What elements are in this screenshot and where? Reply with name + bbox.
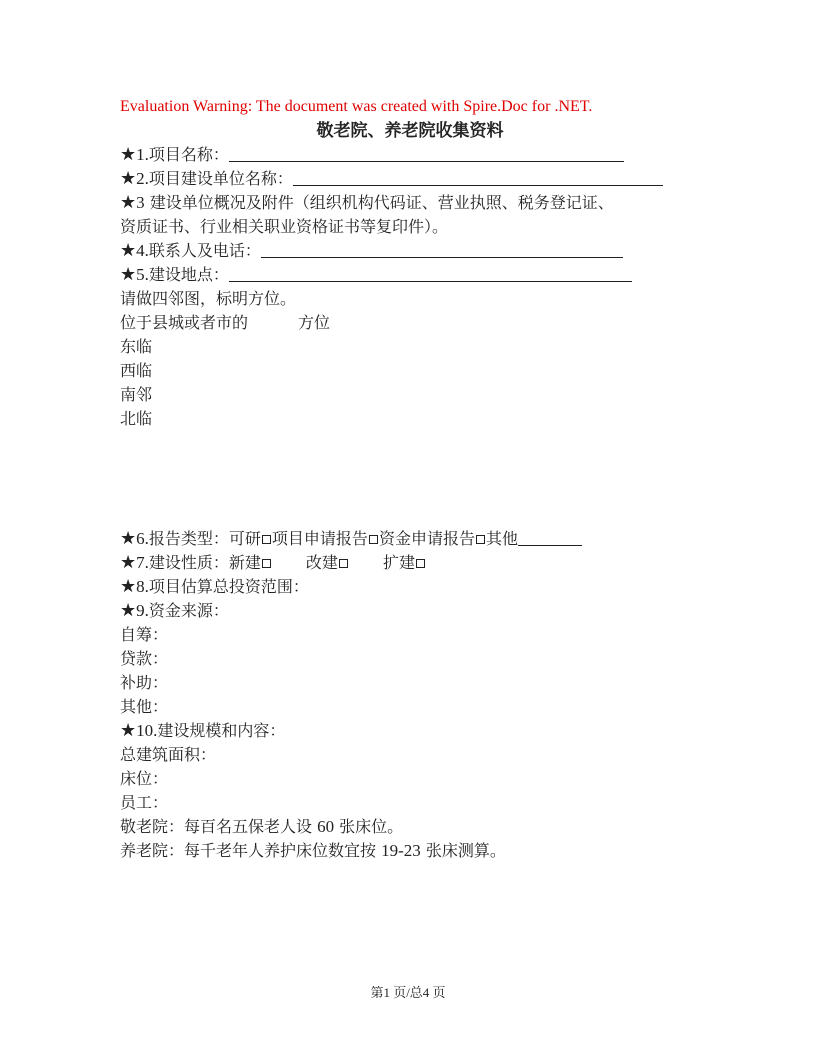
option-label: 资金申请报告 bbox=[378, 529, 475, 548]
document-page bbox=[120, 95, 700, 863]
option-label: 改建 bbox=[305, 553, 338, 572]
item-number: 4. bbox=[136, 241, 149, 260]
fund-self: 自筹： bbox=[120, 625, 169, 644]
fund-other: 其他： bbox=[120, 697, 169, 716]
east-neighbor: 东临 bbox=[120, 337, 153, 356]
item-unit-name bbox=[120, 167, 700, 191]
item-number: 5. bbox=[136, 265, 149, 284]
star-icon: ★ bbox=[120, 144, 137, 165]
item-label: 项目估算总投资范围： bbox=[148, 577, 309, 596]
item-report-type bbox=[120, 527, 700, 551]
checkbox-fund-application[interactable] bbox=[476, 535, 485, 544]
contact-field[interactable] bbox=[261, 241, 623, 258]
rule-nursing-home bbox=[120, 815, 700, 839]
star-icon: ★ bbox=[120, 528, 137, 549]
direction-text: 方位 bbox=[298, 313, 331, 332]
item-unit-overview bbox=[120, 191, 700, 215]
rule-text: 张床位。 bbox=[334, 817, 404, 836]
item-construction-nature bbox=[120, 551, 700, 575]
item-fund-source bbox=[120, 599, 700, 623]
beds: 床位： bbox=[120, 769, 169, 788]
map-note: 请做四邻图，标明方位。 bbox=[120, 289, 297, 308]
option-label: 其他 bbox=[485, 529, 518, 548]
option-label: 可研 bbox=[228, 529, 261, 548]
option-label: 新建 bbox=[228, 553, 261, 572]
option-label: 扩建 bbox=[382, 553, 415, 572]
checkbox-new[interactable] bbox=[262, 559, 271, 568]
item-unit-overview-cont: 资质证书、行业相关职业资格证书等复印件）。 bbox=[120, 217, 449, 236]
rule-text: 敬老院：每百名五保老人设 bbox=[120, 817, 318, 836]
item-investment bbox=[120, 575, 700, 599]
staff: 员工： bbox=[120, 793, 169, 812]
checkbox-project-application[interactable] bbox=[369, 535, 378, 544]
item-number: 10. bbox=[136, 721, 158, 740]
location-field[interactable] bbox=[229, 265, 632, 282]
star-icon: ★ bbox=[120, 264, 137, 285]
item-number: 2. bbox=[136, 169, 149, 188]
fund-subsidy: 补助： bbox=[120, 673, 169, 692]
item-label: 建设规模和内容： bbox=[157, 721, 286, 740]
item-label: 建设地点： bbox=[148, 265, 229, 284]
item-number: 1. bbox=[136, 145, 149, 164]
star-icon: ★ bbox=[120, 240, 137, 261]
page-title: 敬老院、养老院收集资料 bbox=[316, 121, 504, 141]
item-scale bbox=[120, 719, 700, 743]
star-icon: ★ bbox=[120, 600, 137, 621]
star-icon: ★ bbox=[120, 720, 137, 741]
unit-name-field[interactable] bbox=[293, 169, 663, 186]
rule-text: 张床测算。 bbox=[420, 841, 506, 860]
checkbox-feasibility[interactable] bbox=[262, 535, 271, 544]
page-footer: 第1 页/总4 页 bbox=[370, 985, 446, 1000]
location-line bbox=[120, 311, 700, 335]
star-icon: ★ bbox=[120, 552, 137, 573]
project-name-field[interactable] bbox=[229, 145, 624, 162]
option-label: 项目申请报告 bbox=[271, 529, 368, 548]
item-label: 联系人及电话： bbox=[148, 241, 261, 260]
evaluation-warning: Evaluation Warning: The document was created with Spire.Doc for .NET. bbox=[120, 98, 593, 115]
star-icon: ★ bbox=[120, 576, 137, 597]
checkbox-expand[interactable] bbox=[416, 559, 425, 568]
star-icon: ★ bbox=[120, 192, 137, 213]
rule-number: 60 bbox=[317, 817, 335, 836]
rule-text: 养老院：每千老年人养护床位数宜按 bbox=[120, 841, 382, 860]
item-label: 报告类型： bbox=[148, 529, 229, 548]
item-label: 项目建设单位名称： bbox=[148, 169, 293, 188]
star-icon: ★ bbox=[120, 168, 137, 189]
item-number: 8. bbox=[136, 577, 149, 596]
item-label: 建设单位概况及附件（组织机构代码证、营业执照、税务登记证、 bbox=[144, 193, 614, 212]
item-label: 资金来源： bbox=[148, 601, 229, 620]
location-text: 位于县城或者市的 bbox=[120, 313, 249, 332]
item-label: 项目名称： bbox=[148, 145, 229, 164]
item-number: 6. bbox=[136, 529, 149, 548]
rule-elderly-home bbox=[120, 839, 700, 863]
item-label: 建设性质： bbox=[148, 553, 229, 572]
fund-loan: 贷款： bbox=[120, 649, 169, 668]
item-number: 9. bbox=[136, 601, 149, 620]
total-area: 总建筑面积： bbox=[120, 745, 217, 764]
north-neighbor: 北临 bbox=[120, 409, 153, 428]
item-project-name bbox=[120, 143, 700, 167]
west-neighbor: 西临 bbox=[120, 361, 153, 380]
item-location bbox=[120, 263, 700, 287]
south-neighbor: 南邻 bbox=[120, 385, 153, 404]
rule-number: 19-23 bbox=[381, 841, 421, 860]
item-number: 7. bbox=[136, 553, 149, 572]
item-contact bbox=[120, 239, 700, 263]
other-field[interactable] bbox=[518, 529, 582, 546]
item-number: 3 bbox=[136, 193, 145, 212]
checkbox-rebuild[interactable] bbox=[339, 559, 348, 568]
